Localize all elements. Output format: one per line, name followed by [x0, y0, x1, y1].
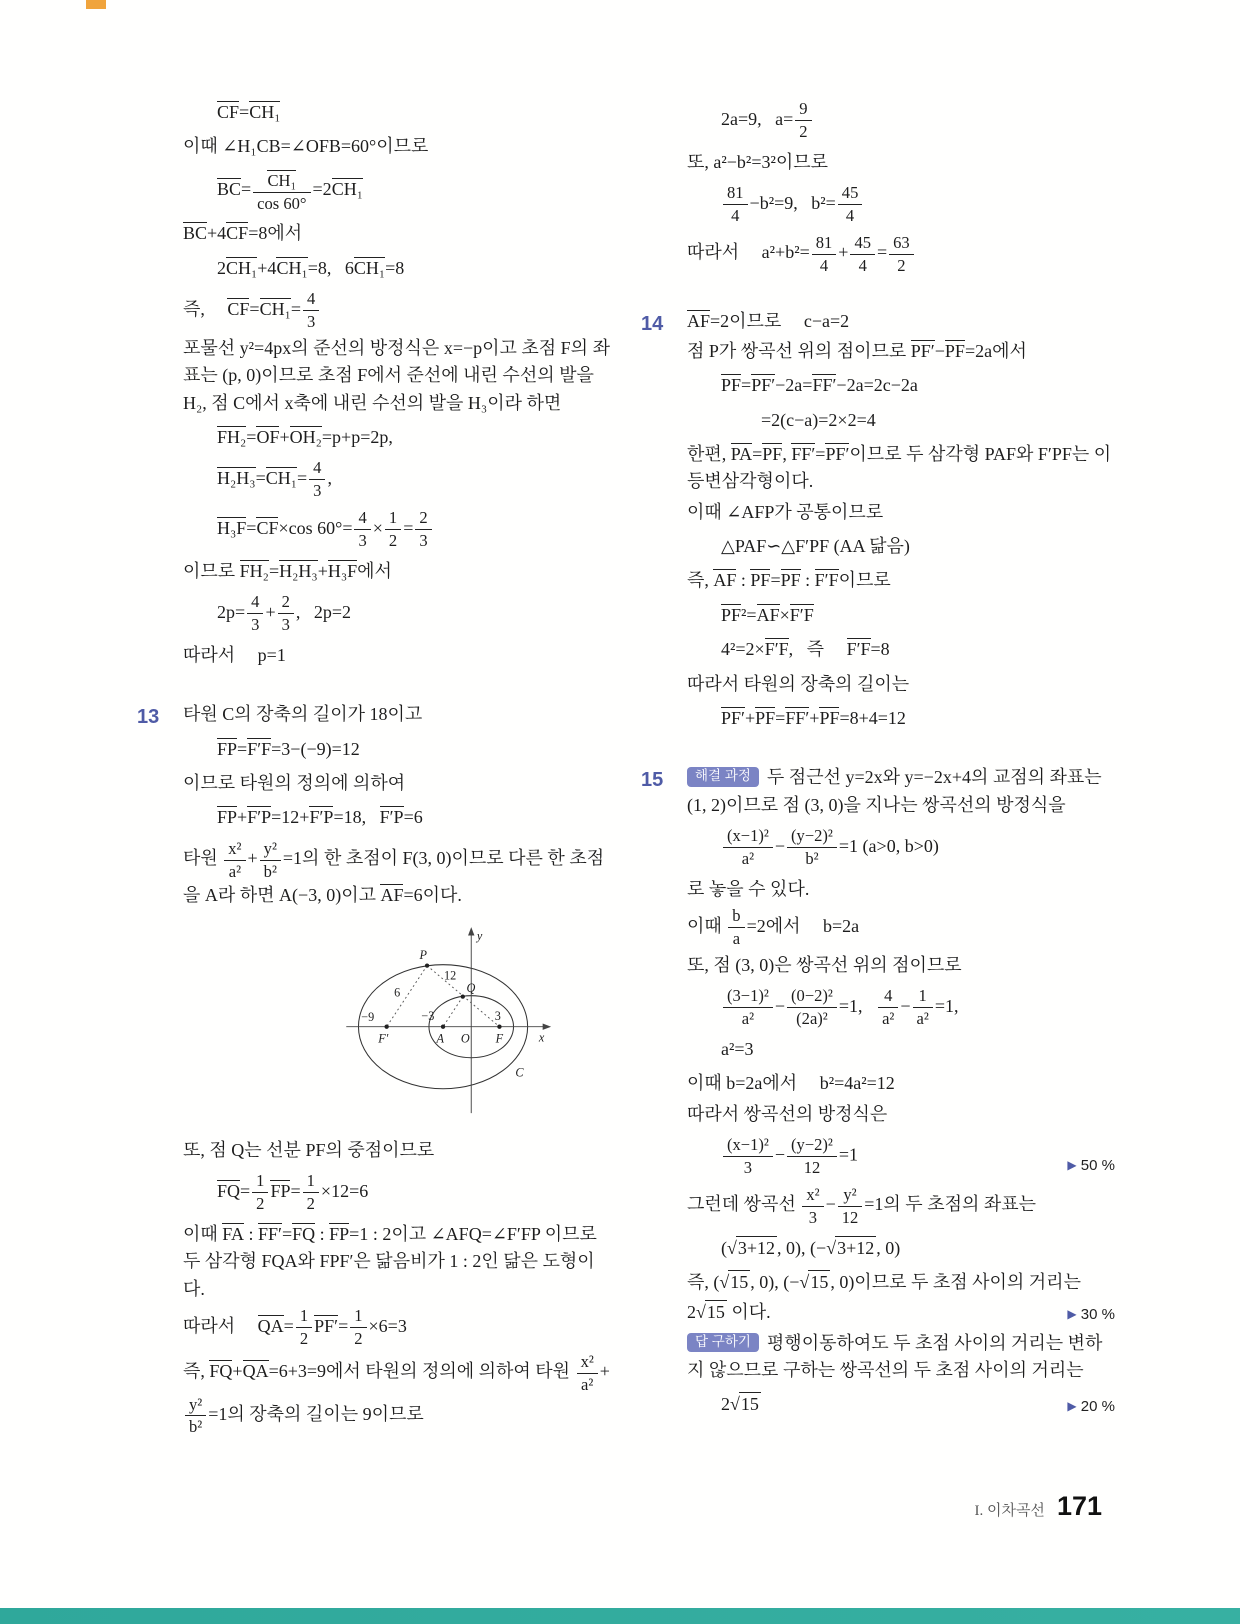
label-F: F	[495, 1031, 504, 1046]
problem-block	[137, 701, 611, 729]
math-line	[183, 1171, 611, 1214]
math-line	[183, 508, 611, 551]
math-line	[687, 602, 1115, 629]
math-line	[183, 804, 611, 831]
line-text: 포물선 y²=4px의 준선의 방정식은 x=−p이고 초점 F의 좌표는 (p, 0)이므로 초점 F에서 준선에 내린 수선의 발을 H₂, 점 C에서 x축에 내린 수선의 발을 H₃이라 하면	[183, 337, 610, 413]
problem-block	[641, 764, 1115, 819]
line-text: 해결 과정 두 점근선 y=2x와 y=−2x+4의 교점의 좌표는 (1, 2)이므로 점 (3, 0)을 지나는 쌍곡선의 방정식을	[687, 767, 1107, 815]
line-text: 한편, PA=PF, FF′=PF′이므로 두 삼각형 PAF와 F′PF는 이등변삼각형이다.	[687, 444, 1112, 492]
chapter-label: I. 이차곡선	[974, 1503, 1045, 1519]
line-text: 타원 $\frac{\text{x²}}{\text{a²}}$ + $\frac{\text{y²}}{\text{b²}}$ =1의 한 초점이 F(3, 0)이므로 다른 한 초점을 A라 하면 A(−3, 0)이고 AF=6이다.	[183, 838, 605, 905]
math-line	[687, 705, 1115, 732]
line-text: FP=F′F=3−(−9)=12	[217, 738, 360, 759]
line-text: PF²=AF×F′F	[721, 604, 814, 625]
line-text: 이때 $\frac{b}{a}$ =2에서 b=2a	[687, 906, 860, 948]
line-text: 2p= $\frac{4}{3}$ + $\frac{2}{3}$ , 2p=2	[217, 592, 352, 635]
math-line	[687, 99, 1115, 142]
bottom-color-bar	[0, 1608, 1240, 1624]
text-line	[687, 338, 1115, 365]
line-text: CF=CH₁	[217, 102, 281, 122]
line-text: PF=PF′−2a=FF′−2a=2c−2a	[721, 375, 918, 396]
line-text: H₃F=CF×cos 60°= $\frac{4}{3}$ × $\frac{1}{2}$ = $\frac{2}{3}$	[217, 518, 434, 538]
text-line	[183, 335, 611, 417]
text-line	[687, 1101, 1115, 1128]
line-text: 따라서 타원의 장축의 길이는	[687, 673, 910, 694]
line-text: 이므로 FH₂=H₂H₃+H₃F에서	[183, 560, 392, 581]
label-F-prime: F′	[378, 1031, 389, 1046]
diagram-svg	[241, 923, 553, 1121]
problem-number: 15	[641, 769, 664, 792]
line-text: 따라서 p=1	[183, 644, 286, 665]
line-text: $\frac{\text{(x−1)²}}{\text{a²}}$ − $\frac{\text{(y−2)²}}{\text{b²}}$ =1 (a>0, b>0)	[721, 836, 939, 856]
line-text: 즉, AF : PF=PF : F′F이므로	[687, 570, 891, 591]
text-line	[687, 1330, 1115, 1385]
line-text: 따라서 쌍곡선의 방정식은	[687, 1103, 888, 1124]
percent-arrow-icon: ▶	[1067, 1398, 1077, 1413]
percent-arrow-icon: ▶	[1067, 1306, 1077, 1321]
math-line	[183, 168, 611, 214]
text-line	[687, 952, 1115, 979]
text-line	[183, 1221, 611, 1303]
text-line	[687, 1269, 1115, 1296]
point-F	[497, 1024, 501, 1028]
text-line	[183, 642, 611, 669]
segment-Q-A	[443, 997, 463, 1027]
line-text: 2√15 이다.	[687, 1302, 771, 1323]
line-text: 또, 점 Q는 선분 PF의 중점이므로	[183, 1139, 435, 1160]
line-text: 2a=9, a= $\frac{9}{2}$	[721, 109, 814, 129]
label-A: A	[436, 1031, 444, 1046]
math-line	[687, 407, 1115, 434]
text-line	[687, 1299, 1115, 1326]
label-minus9: −9	[361, 1009, 375, 1024]
percent-arrow-icon: ▶	[1067, 1158, 1077, 1172]
text-line	[687, 441, 1115, 496]
label-P: P	[419, 947, 428, 962]
label-O: O	[460, 1031, 470, 1046]
line-text: 따라서 QA= $\frac{1}{2}$ PF′= $\frac{1}{2}$ ×6=3	[183, 1306, 407, 1348]
math-line	[183, 99, 611, 126]
point-A	[441, 1024, 445, 1028]
y-axis-arrow-icon	[468, 927, 474, 935]
line-text: △PAF∽△F′PF (AA 닮음)	[721, 536, 910, 557]
line-text: $\frac{\text{(3−1)²}}{\text{a²}}$ − $\frac{\text{(0−2)²}}{\text{(2a)²}}$ =1, $\frac{4}{\text{a²}}$ − $\frac{1}{\text{a²}}$ =1,	[721, 996, 959, 1016]
line-text: $\frac{81}{4}$ −b²=9, b²= $\frac{45}{4}$	[721, 193, 864, 213]
text-line	[687, 876, 1115, 903]
label-C: C	[515, 1065, 524, 1080]
problem-block	[641, 308, 1115, 335]
page-number: 171	[1056, 1491, 1102, 1521]
solution-columns	[137, 92, 1115, 1440]
label-minus3: −3	[421, 1009, 435, 1024]
label-6: 6	[394, 985, 401, 1000]
text-line	[687, 567, 1115, 594]
page-footer	[974, 1491, 1102, 1522]
line-text: =2(c−a)=2×2=4	[761, 409, 876, 430]
label-Q: Q	[466, 980, 476, 995]
text-line	[687, 671, 1115, 698]
line-text: 타원 C의 장축의 길이가 18이고	[183, 704, 423, 725]
right-column	[641, 92, 1115, 1440]
math-line	[183, 592, 611, 635]
problem-number: 14	[641, 312, 664, 335]
page-tab-mark	[86, 0, 106, 9]
text-line	[183, 770, 611, 797]
step-badge: 답 구하기	[687, 1333, 759, 1353]
math-line	[687, 826, 1115, 869]
line-text: 로 놓을 수 있다.	[687, 878, 810, 899]
label-3: 3	[494, 1009, 501, 1024]
math-line	[687, 1135, 1115, 1178]
point-Q	[461, 994, 465, 998]
label-y-axis: y	[476, 929, 483, 944]
text-line	[687, 1070, 1115, 1097]
line-text: 이므로 타원의 정의에 의하여	[183, 773, 406, 794]
point-F-prime	[385, 1024, 389, 1028]
line-text: 즉, CF=CH₁= $\frac{4}{3}$	[183, 299, 321, 319]
line-text: FH₂=OF+OH₂=p+p=2p,	[217, 427, 393, 448]
ellipse-diagram	[183, 923, 611, 1121]
line-text: 따라서 a²+b²= $\frac{81}{4}$ + $\frac{45}{4}$ = $\frac{63}{2}$	[687, 242, 916, 262]
math-line	[183, 424, 611, 451]
math-line	[183, 736, 611, 763]
text-line	[687, 1185, 1115, 1228]
line-text: FQ= $\frac{1}{2}$ FP= $\frac{1}{2}$ ×12=6	[217, 1171, 369, 1214]
line-text: H₂H₃=CH₁= $\frac{4}{3}$ ,	[217, 458, 332, 501]
line-text: 또, a²−b²=3²이므로	[687, 151, 829, 172]
line-text: 이때 ∠AFP가 공통이므로	[687, 501, 884, 522]
step-badge: 해결 과정	[687, 767, 759, 787]
problem-number: 13	[137, 706, 160, 729]
math-line	[687, 533, 1115, 560]
math-line	[687, 986, 1115, 1029]
line-text: 또, 점 (3, 0)은 쌍곡선 위의 점이므로	[687, 954, 962, 975]
line-text: 그런데 쌍곡선 $\frac{\text{x²}}{3}$ − $\frac{\text{y²}}{12}$ =1의 두 초점의 좌표는	[687, 1184, 1037, 1227]
score-percent: ▶ 50 %	[1067, 1157, 1115, 1174]
math-line	[687, 183, 1115, 226]
point-P	[425, 963, 429, 967]
score-percent: ▶ 30 %	[1067, 1305, 1115, 1323]
label-12: 12	[443, 968, 457, 983]
line-text: (√3+12 , 0), (−√3+12 , 0)	[721, 1237, 901, 1258]
line-text: PF′+PF=FF′+PF=8+4=12	[721, 707, 906, 728]
text-line	[183, 1352, 611, 1438]
score-percent: ▶ 20 %	[1067, 1397, 1115, 1415]
text-line	[183, 1306, 611, 1349]
text-line	[183, 220, 611, 247]
text-line	[183, 289, 611, 332]
left-column	[137, 92, 611, 1440]
line-text: 이때 ∠H₁CB=∠OFB=60°이므로	[183, 136, 429, 157]
text-line	[687, 149, 1115, 176]
x-axis-arrow-icon	[543, 1023, 551, 1029]
line-text: 2CH₁+4CH₁=8, 6CH₁=8	[217, 257, 405, 278]
math-line	[687, 372, 1115, 399]
line-text: 이때 b=2a에서 b²=4a²=12	[687, 1073, 895, 1094]
math-line	[687, 1036, 1115, 1063]
text-line	[687, 233, 1115, 276]
math-line	[687, 1391, 1115, 1418]
label-x-axis: x	[538, 1030, 545, 1045]
line-text: 이때 FA : FF′=FQ : FP=1 : 2이고 ∠AFQ=∠F′FP 이므로 두 삼각형 FQA와 FPF′은 닮음비가 1 : 2인 닮은 도형이다.	[183, 1224, 602, 1299]
line-text: AF=2이므로 c−a=2	[687, 310, 850, 331]
line-text: 2√15	[721, 1394, 759, 1415]
text-line	[183, 133, 611, 160]
line-text: $\frac{\text{(x−1)²}}{3}$ − $\frac{\text{(y−2)²}}{12}$ =1	[721, 1135, 1059, 1178]
line-text: BC= $\frac{\text{CH₁}}{\cos 60^\circ}$ =2CH₁	[217, 179, 363, 199]
line-text: a²=3	[721, 1038, 754, 1059]
line-text: 즉, (√15 , 0), (−√15 , 0)이므로 두 초점 사이의 거리는	[687, 1271, 1081, 1292]
line-text: 답 구하기 평행이동하여도 두 초점 사이의 거리는 변하지 않으므로 구하는 쌍곡선의 두 초점 사이의 거리는	[687, 1332, 1103, 1380]
math-line	[183, 458, 611, 501]
math-line	[687, 636, 1115, 663]
text-line	[183, 839, 611, 909]
line-text: 4²=2×F′F, 즉 F′F=8	[721, 639, 890, 660]
line-text: BC+4CF=8에서	[183, 223, 303, 244]
text-line	[687, 499, 1115, 526]
math-line	[183, 255, 611, 282]
line-text: 즉, FQ+QA=6+3=9에서 타원의 정의에 의하여 타원 $\frac{\text{x²}}{\text{a²}}$ + $\frac{\text{y²}}{\text{b²}}$ =1의 장축의 길이는 9이므로	[183, 1351, 610, 1437]
text-line	[687, 906, 1115, 949]
text-line	[183, 1137, 611, 1164]
text-line	[183, 558, 611, 585]
math-line	[687, 1235, 1115, 1262]
line-text: FP+F′P=12+F′P=18, F′P=6	[217, 807, 423, 828]
line-text: 점 P가 쌍곡선 위의 점이므로 PF′−PF=2a에서	[687, 340, 1027, 361]
